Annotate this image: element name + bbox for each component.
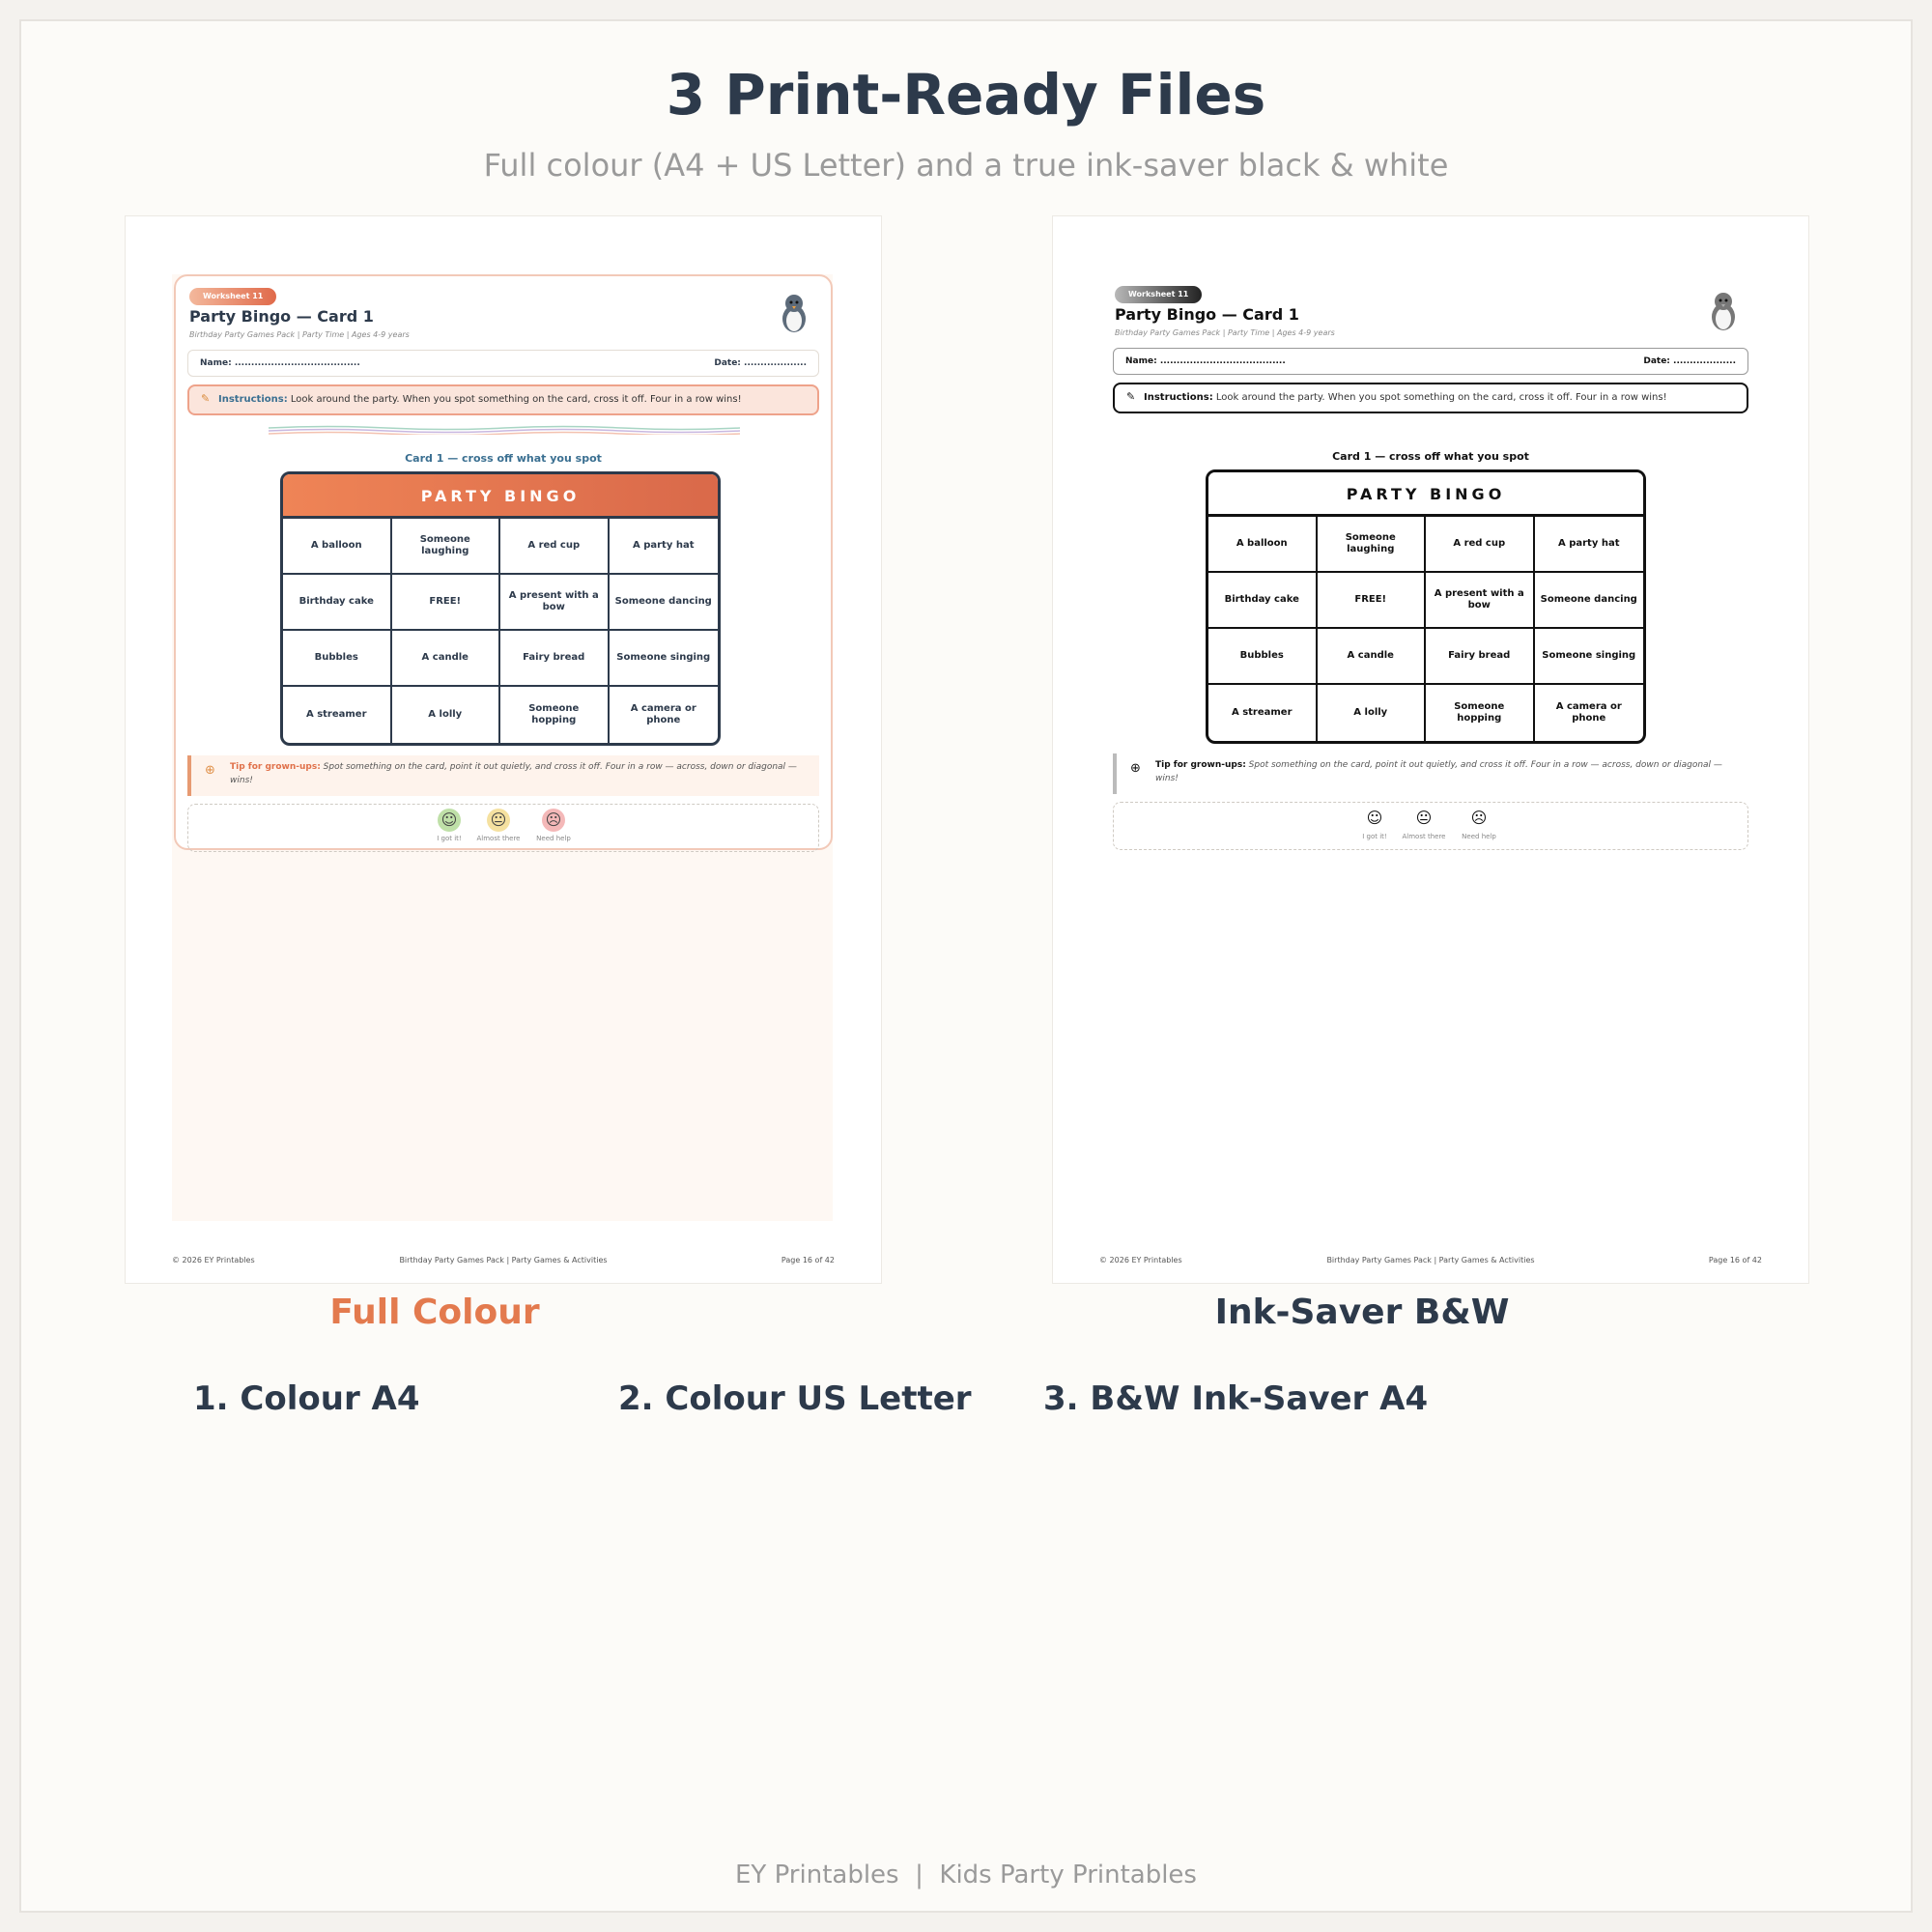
face-sad (1450, 807, 1508, 840)
bingo-cell: A candle (1318, 629, 1427, 685)
bingo-cell: Someone hopping (1426, 685, 1535, 741)
bingo-cell: A red cup (500, 519, 610, 575)
tip-box (187, 755, 819, 796)
worksheet-subtitle: Birthday Party Games Pack | Party Time | Ages 4-9 years (189, 330, 410, 339)
worksheet-title: Party Bingo — Card 1 (1115, 305, 1299, 324)
bingo-cell: A lolly (1318, 685, 1427, 741)
face-label: Almost there (476, 835, 521, 842)
footer-copyright: © 2026 EY Printables (1099, 1256, 1182, 1264)
bingo-grid (1208, 517, 1643, 741)
worksheet-card (174, 274, 833, 850)
worksheet-badge: Worksheet 11 (189, 288, 276, 305)
face-sad (525, 809, 582, 842)
bingo-cell: A party hat (1535, 517, 1644, 573)
file-item-colour-a4: 1. Colour A4 (193, 1379, 420, 1418)
footer-pack: Birthday Party Games Pack | Party Games & Activities (399, 1256, 608, 1264)
ink-saver-label: Ink-Saver B&W (1214, 1293, 1510, 1332)
bingo-title: PARTY BINGO (1208, 472, 1643, 517)
frown-icon: ☹ (542, 809, 565, 832)
date-field-label: Date: ................... (1643, 356, 1736, 366)
bingo-cell: A camera or phone (630, 702, 696, 725)
footer-copyright: © 2026 EY Printables (172, 1256, 255, 1264)
footer-page-number: Page 16 of 42 (781, 1256, 835, 1264)
worksheet-badge: Worksheet 11 (1115, 286, 1202, 303)
file-item-bw-a4: 3. B&W Ink-Saver A4 (1043, 1379, 1429, 1418)
bingo-cell: Fairy bread (1426, 629, 1535, 685)
instructions-box (187, 384, 819, 415)
footer-page-number: Page 16 of 42 (1708, 1256, 1762, 1264)
bingo-cell: Bubbles (283, 631, 392, 687)
card-subtitle: Card 1 — cross off what you spot (1332, 450, 1529, 463)
face-label: I got it! (1362, 833, 1387, 840)
bingo-cell: A camera or phone (1555, 700, 1622, 724)
neutral-face-icon: 😐 (1412, 807, 1435, 830)
file-item-colour-us-letter: 2. Colour US Letter (618, 1379, 972, 1418)
face-neutral (469, 809, 527, 842)
footer-pack: Birthday Party Games Pack | Party Games & Activities (1326, 1256, 1535, 1264)
instructions-label: Instructions: (218, 394, 288, 405)
bingo-cell: A present with a bow (500, 575, 610, 631)
bingo-cell: A lolly (392, 687, 501, 743)
brand-footer: EY Printables | Kids Party Printables (735, 1861, 1197, 1889)
face-label: Need help (536, 835, 571, 842)
bingo-cell: Someone laughing (392, 519, 501, 575)
instructions-text: Look around the party. When you spot something on the card, cross it off. Four in a row wins! (1212, 392, 1667, 403)
frown-icon: ☹ (1467, 807, 1491, 830)
bingo-cell: A balloon (1208, 517, 1318, 573)
bingo-grid (283, 519, 718, 743)
worksheet-card (1101, 274, 1760, 850)
pencil-icon: ✎ (201, 392, 211, 405)
lightbulb-icon: ⊕ (205, 763, 215, 778)
full-colour-label: Full Colour (329, 1293, 540, 1332)
bw-page-preview (1053, 216, 1808, 1283)
main-title: 3 Print-Ready Files (666, 62, 1266, 128)
name-field-label: Name: ...................................... (200, 358, 360, 368)
date-field-label: Date: ................... (714, 358, 807, 368)
bingo-cell: A red cup (1426, 517, 1535, 573)
bingo-cell: A streamer (283, 687, 392, 743)
bingo-cell: FREE! (392, 575, 501, 631)
bingo-cell: Someone dancing (1535, 573, 1644, 629)
bingo-cell: A balloon (283, 519, 392, 575)
bingo-cell: Someone singing (1535, 629, 1644, 685)
colour-page-preview (126, 216, 881, 1283)
face-label: I got it! (437, 835, 462, 842)
name-date-row (1113, 348, 1748, 375)
bingo-cell: Bubbles (1208, 629, 1318, 685)
instructions-text: Look around the party. When you spot something on the card, cross it off. Four in a row wins! (287, 394, 742, 405)
name-date-row (187, 350, 819, 377)
smile-icon: ☺ (1363, 807, 1386, 830)
bingo-cell: Someone singing (610, 631, 719, 687)
name-field-label: Name: ...................................... (1125, 356, 1286, 366)
self-assessment-row (187, 804, 819, 852)
bingo-cell: FREE! (1318, 573, 1427, 629)
bingo-cell: Someone dancing (610, 575, 719, 631)
instructions-box (1113, 383, 1748, 413)
neutral-face-icon: 😐 (487, 809, 510, 832)
tip-label: Tip for grown-ups: (230, 762, 321, 772)
instructions-label: Instructions: (1144, 392, 1213, 403)
main-subtitle: Full colour (A4 + US Letter) and a true ink-saver black & white (483, 147, 1449, 184)
bingo-board (1206, 469, 1646, 744)
tip-label: Tip for grown-ups: (1155, 760, 1246, 770)
bingo-board (280, 471, 721, 746)
bingo-cell: A party hat (610, 519, 719, 575)
worksheet-subtitle: Birthday Party Games Pack | Party Time | Ages 4-9 years (1115, 328, 1335, 337)
tip-text: Spot something on the card, point it out quietly, and cross it off. Four in a row — across, down or diagonal — wins! (1155, 760, 1722, 784)
bingo-cell: A candle (392, 631, 501, 687)
decorative-squiggle (269, 425, 740, 435)
tip-text: Spot something on the card, point it out quietly, and cross it off. Four in a row — across, down or diagonal — wins! (230, 762, 797, 786)
bingo-cell: Fairy bread (500, 631, 610, 687)
bingo-cell: Birthday cake (1208, 573, 1318, 629)
bingo-cell: A streamer (1208, 685, 1318, 741)
face-label: Need help (1462, 833, 1496, 840)
face-neutral (1395, 807, 1453, 840)
tip-box (1113, 753, 1748, 794)
pencil-icon: ✎ (1126, 390, 1136, 403)
bingo-cell: Birthday cake (283, 575, 392, 631)
card-subtitle: Card 1 — cross off what you spot (405, 452, 602, 465)
penguin-icon (1704, 290, 1743, 332)
bingo-title: PARTY BINGO (283, 474, 718, 519)
worksheet-title: Party Bingo — Card 1 (189, 307, 374, 326)
penguin-icon (775, 292, 813, 334)
bingo-cell: A present with a bow (1426, 573, 1535, 629)
face-label: Almost there (1402, 833, 1446, 840)
bingo-cell: Someone laughing (1318, 517, 1427, 573)
bingo-cell: Someone hopping (500, 687, 610, 743)
smile-icon: ☺ (438, 809, 461, 832)
self-assessment-row (1113, 802, 1748, 850)
lightbulb-icon: ⊕ (1130, 761, 1141, 776)
